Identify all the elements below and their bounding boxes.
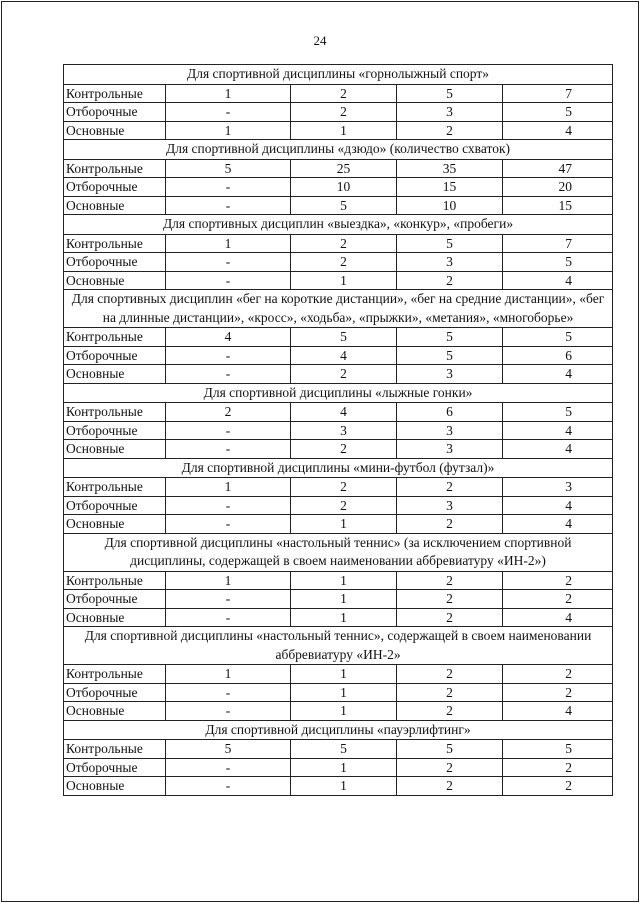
- section-header: Для спортивной дисциплины «горнолыжный спорт»: [64, 65, 613, 85]
- table-cell: 1: [291, 758, 397, 777]
- table-row: [64, 328, 613, 347]
- table-row: [64, 159, 613, 178]
- table-row: [64, 346, 613, 365]
- table-cell: -: [166, 271, 291, 290]
- table-cell: -: [166, 103, 291, 122]
- row-label: Основные: [64, 515, 166, 534]
- table-row: [64, 103, 613, 122]
- table-row: [64, 440, 613, 459]
- table-cell: 20: [503, 178, 613, 197]
- table-cell: 5: [397, 740, 503, 759]
- section-header-row: [64, 627, 613, 665]
- table-cell: 35: [397, 159, 503, 178]
- table-cell: 1: [291, 702, 397, 721]
- table-cell: 4: [503, 496, 613, 515]
- table-cell: -: [166, 253, 291, 272]
- table-cell: -: [166, 196, 291, 215]
- row-label: Отборочные: [64, 346, 166, 365]
- table-cell: 2: [397, 777, 503, 796]
- table-cell: 2: [503, 590, 613, 609]
- table-cell: 2: [291, 478, 397, 497]
- table-cell: 2: [291, 84, 397, 103]
- section-header: Для спортивной дисциплины «лыжные гонки»: [64, 383, 613, 403]
- table-row: [64, 253, 613, 272]
- section-header: Для спортивных дисциплин «бег на короткие дистанции», «бег на средние дистанции», «бег на длинные дистанции», «кросс», «ходьба», «прыжки», «метания», «многоборье»: [64, 290, 613, 328]
- row-label: Контрольные: [64, 571, 166, 590]
- table-cell: 1: [291, 608, 397, 627]
- table-cell: 5: [397, 234, 503, 253]
- table-row: [64, 196, 613, 215]
- table-row: [64, 121, 613, 140]
- table-cell: 2: [397, 271, 503, 290]
- table-row: [64, 234, 613, 253]
- table-cell: 1: [291, 571, 397, 590]
- table-cell: 3: [397, 365, 503, 384]
- table-row: [64, 178, 613, 197]
- table-row: [64, 777, 613, 796]
- table-cell: 5: [291, 196, 397, 215]
- table-cell: -: [166, 178, 291, 197]
- table-cell: 15: [503, 196, 613, 215]
- table-cell: 3: [397, 421, 503, 440]
- table-cell: 2: [291, 440, 397, 459]
- section-header-row: [64, 290, 613, 328]
- table-cell: 1: [166, 571, 291, 590]
- section-header: Для спортивной дисциплины «пауэрлифтинг»: [64, 720, 613, 740]
- table-cell: 2: [291, 234, 397, 253]
- table-row: [64, 365, 613, 384]
- table-row: [64, 608, 613, 627]
- table-cell: 1: [291, 121, 397, 140]
- table-cell: 2: [291, 253, 397, 272]
- table-cell: -: [166, 515, 291, 534]
- table-row: [64, 590, 613, 609]
- table-cell: 2: [397, 683, 503, 702]
- table-cell: 2: [397, 515, 503, 534]
- table-cell: 3: [397, 440, 503, 459]
- table-cell: 5: [503, 328, 613, 347]
- table-row: [64, 403, 613, 422]
- table-cell: 4: [503, 440, 613, 459]
- section-header-row: [64, 215, 613, 235]
- table-cell: -: [166, 346, 291, 365]
- table-cell: 1: [166, 665, 291, 684]
- page-number: 24: [313, 33, 327, 48]
- table-cell: 4: [503, 608, 613, 627]
- row-label: Контрольные: [64, 478, 166, 497]
- table-cell: 6: [397, 403, 503, 422]
- table-cell: 7: [503, 84, 613, 103]
- table-cell: -: [166, 777, 291, 796]
- table-row: [64, 271, 613, 290]
- table-row: [64, 84, 613, 103]
- table-cell: 1: [291, 665, 397, 684]
- section-header-row: [64, 533, 613, 571]
- table-cell: 3: [503, 478, 613, 497]
- section-header-row: [64, 458, 613, 478]
- table-cell: 3: [397, 253, 503, 272]
- row-label: Основные: [64, 121, 166, 140]
- row-label: Контрольные: [64, 740, 166, 759]
- table-cell: 3: [291, 421, 397, 440]
- table-row: [64, 478, 613, 497]
- table-row: [64, 740, 613, 759]
- table-cell: 4: [291, 346, 397, 365]
- table-row: [64, 702, 613, 721]
- table-row: [64, 665, 613, 684]
- table-cell: 4: [503, 121, 613, 140]
- table-cell: -: [166, 758, 291, 777]
- table-cell: 5: [397, 346, 503, 365]
- table-cell: 2: [291, 103, 397, 122]
- section-header: Для спортивной дисциплины «настольный теннис», содержащей в своем наименовании аббревиатуру «ИН-2»: [64, 627, 613, 665]
- section-header-row: [64, 383, 613, 403]
- table-cell: -: [166, 590, 291, 609]
- table-cell: 3: [397, 496, 503, 515]
- row-label: Основные: [64, 365, 166, 384]
- table-cell: 4: [503, 515, 613, 534]
- table-cell: 1: [166, 121, 291, 140]
- table-row: [64, 758, 613, 777]
- table-cell: -: [166, 702, 291, 721]
- row-label: Отборочные: [64, 421, 166, 440]
- table-cell: 6: [503, 346, 613, 365]
- table-cell: 2: [503, 777, 613, 796]
- table-cell: 2: [166, 403, 291, 422]
- row-label: Основные: [64, 777, 166, 796]
- table-cell: 47: [503, 159, 613, 178]
- table-cell: 25: [291, 159, 397, 178]
- section-header: Для спортивной дисциплины «настольный теннис» (за исключением спортивной дисциплины, содержащей в своем наименовании аббревиатуру «ИН-2»): [64, 533, 613, 571]
- table-cell: 4: [503, 271, 613, 290]
- table-cell: 5: [503, 103, 613, 122]
- table-body: [64, 65, 613, 796]
- row-label: Контрольные: [64, 328, 166, 347]
- table-cell: -: [166, 440, 291, 459]
- row-label: Контрольные: [64, 84, 166, 103]
- table-cell: 5: [166, 740, 291, 759]
- table-row: [64, 515, 613, 534]
- table-cell: 5: [166, 159, 291, 178]
- row-label: Основные: [64, 196, 166, 215]
- table-row: [64, 571, 613, 590]
- competitions-table: [63, 64, 613, 796]
- table-cell: 15: [397, 178, 503, 197]
- row-label: Основные: [64, 608, 166, 627]
- table-cell: 4: [503, 365, 613, 384]
- table-cell: 1: [166, 478, 291, 497]
- row-label: Отборочные: [64, 178, 166, 197]
- row-label: Основные: [64, 440, 166, 459]
- table-cell: 1: [291, 271, 397, 290]
- table-cell: -: [166, 683, 291, 702]
- table-cell: 10: [397, 196, 503, 215]
- table-cell: 2: [397, 702, 503, 721]
- row-label: Контрольные: [64, 403, 166, 422]
- table-cell: 2: [397, 478, 503, 497]
- table-cell: 5: [291, 740, 397, 759]
- table-cell: 2: [291, 496, 397, 515]
- row-label: Отборочные: [64, 103, 166, 122]
- row-label: Отборочные: [64, 758, 166, 777]
- table-cell: 4: [166, 328, 291, 347]
- table-cell: 4: [503, 421, 613, 440]
- row-label: Основные: [64, 271, 166, 290]
- row-label: Отборочные: [64, 590, 166, 609]
- table-cell: 3: [397, 103, 503, 122]
- table-cell: 4: [503, 702, 613, 721]
- table-cell: 1: [166, 84, 291, 103]
- table-cell: 2: [397, 665, 503, 684]
- section-header: Для спортивной дисциплины «мини-футбол (футзал)»: [64, 458, 613, 478]
- table-cell: 2: [503, 571, 613, 590]
- table-cell: 2: [503, 758, 613, 777]
- section-header-row: [64, 65, 613, 85]
- table-cell: 5: [503, 740, 613, 759]
- table-cell: 1: [166, 234, 291, 253]
- table-cell: 1: [291, 590, 397, 609]
- table-cell: 2: [397, 571, 503, 590]
- table-cell: -: [166, 496, 291, 515]
- row-label: Отборочные: [64, 496, 166, 515]
- row-label: Основные: [64, 702, 166, 721]
- row-label: Отборочные: [64, 253, 166, 272]
- table-cell: 5: [397, 84, 503, 103]
- row-label: Контрольные: [64, 159, 166, 178]
- table-row: [64, 683, 613, 702]
- table-cell: 10: [291, 178, 397, 197]
- table-cell: 5: [503, 253, 613, 272]
- table-cell: 2: [503, 665, 613, 684]
- table-cell: -: [166, 421, 291, 440]
- table-row: [64, 496, 613, 515]
- table-cell: -: [166, 365, 291, 384]
- section-header-row: [64, 720, 613, 740]
- table-row: [64, 421, 613, 440]
- table-cell: 5: [291, 328, 397, 347]
- section-header: Для спортивных дисциплин «выездка», «конкур», «пробеги»: [64, 215, 613, 235]
- section-header-row: [64, 140, 613, 160]
- table-cell: 2: [291, 365, 397, 384]
- section-header: Для спортивной дисциплины «дзюдо» (количество схваток): [64, 140, 613, 160]
- table-cell: 7: [503, 234, 613, 253]
- table-cell: 5: [503, 403, 613, 422]
- table-cell: 2: [503, 683, 613, 702]
- row-label: Отборочные: [64, 683, 166, 702]
- table-cell: 1: [291, 683, 397, 702]
- table-cell: 1: [291, 777, 397, 796]
- row-label: Контрольные: [64, 234, 166, 253]
- table-cell: 4: [291, 403, 397, 422]
- table-cell: 1: [291, 515, 397, 534]
- table-cell: 2: [397, 608, 503, 627]
- table-cell: 2: [397, 590, 503, 609]
- table-cell: -: [166, 608, 291, 627]
- table-cell: 2: [397, 121, 503, 140]
- table-cell: 2: [397, 758, 503, 777]
- row-label: Контрольные: [64, 665, 166, 684]
- table-cell: 5: [397, 328, 503, 347]
